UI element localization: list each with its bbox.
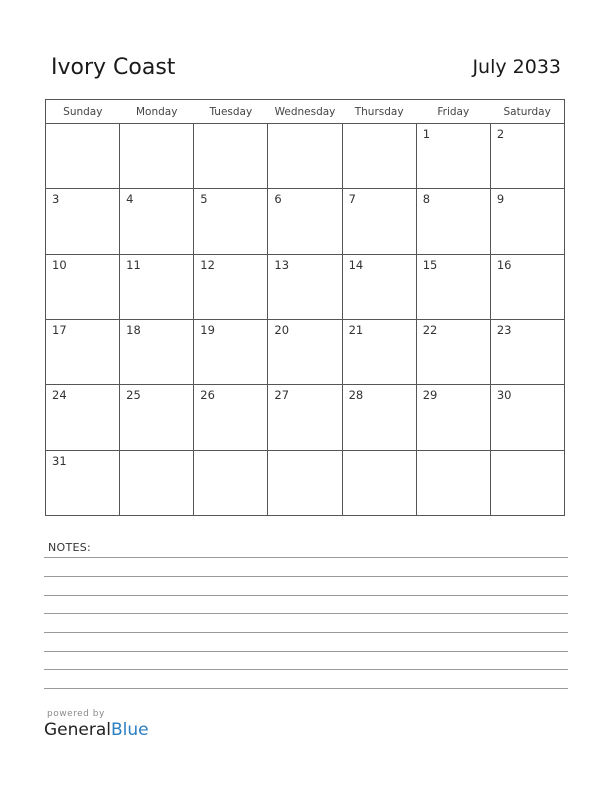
day-number: 31 — [52, 453, 67, 468]
generalblue-logo — [44, 720, 149, 740]
day-number: 12 — [200, 257, 215, 272]
calendar-week-row — [46, 189, 565, 254]
day-number: 19 — [200, 322, 215, 337]
logo-blue-text: Blue — [111, 720, 149, 740]
day-number: 17 — [52, 322, 67, 337]
day-number: 27 — [274, 388, 290, 403]
day-cell — [342, 189, 416, 254]
day-cell — [490, 189, 564, 254]
day-number: 15 — [422, 257, 438, 272]
day-number — [120, 451, 193, 454]
weekday-friday: Friday — [416, 100, 490, 124]
day-number: 14 — [348, 257, 364, 272]
day-cell — [194, 385, 268, 450]
day-number — [491, 451, 564, 454]
weekday-sunday: Sunday — [46, 100, 120, 124]
day-cell — [194, 124, 268, 189]
day-cell — [46, 450, 120, 515]
weekday-header-row — [46, 100, 565, 124]
day-number: 25 — [126, 388, 141, 403]
day-number: 29 — [422, 388, 438, 403]
day-number: 13 — [274, 257, 290, 272]
day-number: 16 — [496, 257, 512, 272]
weekday-wednesday: Wednesday — [268, 100, 342, 124]
calendar-week-row — [46, 450, 565, 515]
day-number: 3 — [52, 192, 60, 207]
day-number: 24 — [52, 388, 67, 403]
notes-line — [44, 688, 568, 689]
weekday-thursday: Thursday — [342, 100, 416, 124]
day-number: 9 — [496, 192, 505, 207]
notes-line — [44, 595, 568, 596]
notes-line — [44, 651, 568, 652]
day-cell — [416, 254, 490, 319]
day-number — [120, 124, 193, 127]
day-cell — [342, 450, 416, 515]
day-cell — [342, 254, 416, 319]
day-number: 20 — [274, 322, 290, 337]
day-number: 6 — [274, 192, 282, 207]
weekday-saturday: Saturday — [490, 100, 564, 124]
calendar-month-year: July 2033 — [472, 56, 561, 78]
day-cell — [268, 319, 342, 384]
day-number — [268, 451, 341, 454]
powered-by-text: powered by — [47, 709, 105, 719]
day-cell — [268, 254, 342, 319]
day-number — [194, 124, 267, 127]
day-cell — [490, 450, 564, 515]
day-cell — [268, 189, 342, 254]
notes-line — [44, 613, 568, 614]
notes-line — [44, 557, 568, 558]
day-number: 5 — [200, 192, 208, 207]
notes-line — [44, 576, 568, 577]
day-cell — [416, 124, 490, 189]
day-cell — [490, 385, 564, 450]
calendar-week-row — [46, 124, 565, 189]
day-number — [343, 451, 416, 454]
weekday-monday: Monday — [120, 100, 194, 124]
day-cell — [120, 254, 194, 319]
day-number — [343, 124, 416, 127]
day-number: 10 — [52, 257, 67, 272]
day-cell — [120, 385, 194, 450]
day-cell — [120, 450, 194, 515]
day-number: 30 — [496, 388, 512, 403]
day-cell — [194, 319, 268, 384]
day-cell — [194, 450, 268, 515]
calendar-week-row — [46, 385, 565, 450]
day-cell — [342, 385, 416, 450]
day-cell — [416, 385, 490, 450]
day-cell — [490, 319, 564, 384]
day-number — [194, 451, 267, 454]
day-number — [46, 124, 119, 127]
day-cell — [490, 124, 564, 189]
day-cell — [268, 385, 342, 450]
notes-label: NOTES: — [48, 541, 92, 554]
day-cell — [416, 189, 490, 254]
day-number: 2 — [496, 127, 505, 141]
calendar-country-title: Ivory Coast — [51, 55, 176, 80]
day-cell — [342, 124, 416, 189]
day-cell — [194, 189, 268, 254]
logo-general-text: General — [44, 720, 111, 740]
day-number: 22 — [422, 322, 438, 337]
day-number: 4 — [126, 192, 134, 207]
day-cell — [416, 319, 490, 384]
day-number: 8 — [422, 192, 431, 207]
calendar-week-row — [46, 319, 565, 384]
day-number: 26 — [200, 388, 215, 403]
day-number: 18 — [126, 322, 141, 337]
day-number: 28 — [348, 388, 364, 403]
weekday-tuesday: Tuesday — [194, 100, 268, 124]
notes-line — [44, 669, 568, 670]
day-cell — [268, 450, 342, 515]
day-cell — [490, 254, 564, 319]
day-number: 23 — [496, 322, 512, 337]
day-number — [417, 451, 490, 454]
day-cell — [416, 450, 490, 515]
day-cell — [46, 124, 120, 189]
day-cell — [194, 254, 268, 319]
day-number — [268, 124, 341, 127]
day-cell — [46, 385, 120, 450]
notes-line — [44, 632, 568, 633]
day-cell — [46, 319, 120, 384]
day-cell — [120, 189, 194, 254]
day-cell — [268, 124, 342, 189]
day-cell — [46, 254, 120, 319]
day-number: 21 — [348, 322, 364, 337]
day-number: 1 — [422, 127, 431, 141]
day-cell — [120, 124, 194, 189]
day-number: 7 — [348, 192, 356, 207]
calendar-week-row — [46, 254, 565, 319]
calendar-grid — [45, 99, 565, 516]
day-cell — [46, 189, 120, 254]
day-number: 11 — [126, 257, 141, 272]
day-cell — [342, 319, 416, 384]
day-cell — [120, 319, 194, 384]
